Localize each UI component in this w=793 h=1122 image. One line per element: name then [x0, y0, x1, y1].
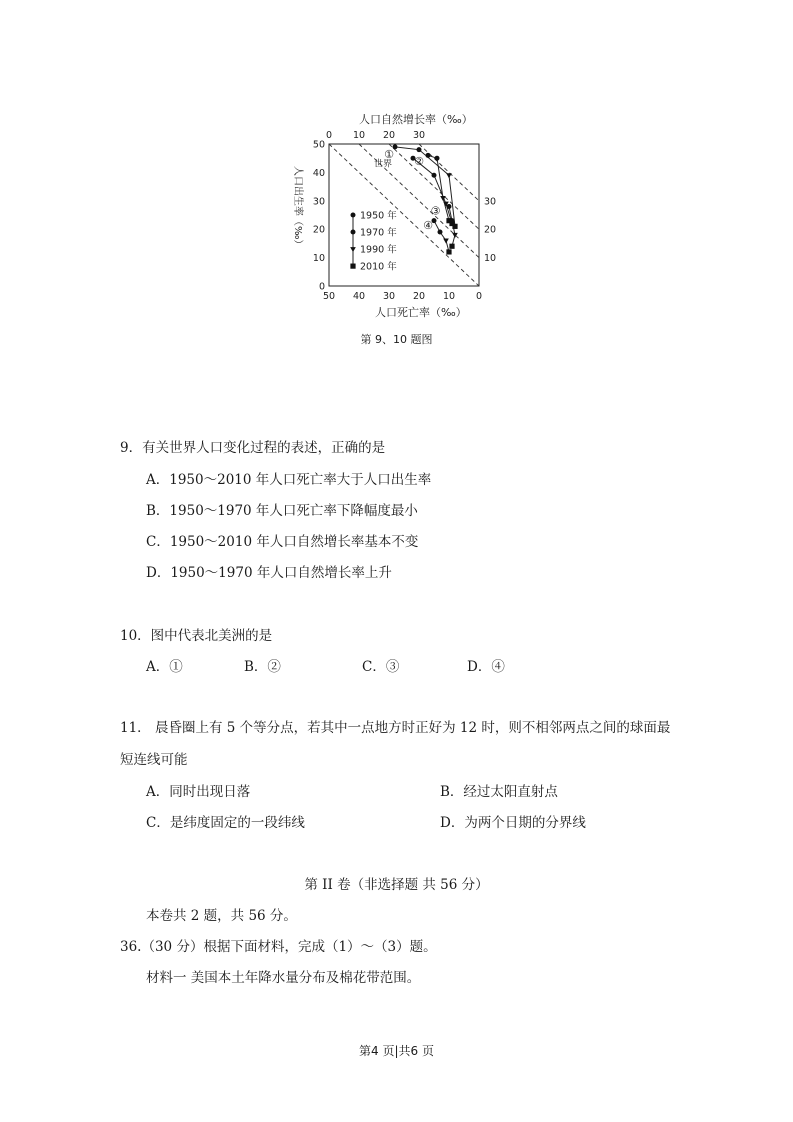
bottom-tick-label: 50 — [322, 291, 336, 302]
figure-caption: 第 9、10 题图 — [360, 333, 433, 346]
left-tick-label: 30 — [312, 196, 325, 208]
data-point-triangle — [443, 239, 449, 244]
bottom-tick-label: 0 — [475, 291, 483, 302]
legend-label: 1950 年 — [360, 210, 397, 222]
left-tick-label: 10 — [312, 253, 325, 265]
data-point-circle — [426, 153, 431, 158]
q9-option-d: D．1950～1970 年人口自然增长率上升 — [146, 565, 392, 581]
left-tick-label: 20 — [312, 224, 325, 236]
page-footer: 第4 页|共6 页 — [359, 1044, 434, 1058]
top-tick-label: 20 — [382, 130, 396, 141]
legend-label: 1990 年 — [360, 244, 397, 256]
legend-label: 1970 年 — [360, 227, 397, 239]
top-tick-label: 0 — [325, 130, 333, 141]
section2-note: 本卷共 2 题，共 56 分。 — [146, 908, 297, 924]
data-point-triangle — [446, 173, 452, 178]
natural-growth-isoline — [419, 144, 479, 201]
section2-title: 第 II 卷（非选择题 共 56 分） — [304, 877, 489, 893]
data-point-circle — [417, 147, 422, 152]
right-tick-label: 20 — [484, 224, 497, 236]
q11-stem-line2: 短连线可能 — [120, 752, 188, 768]
q36-stem: 36.（30 分）根据下面材料，完成（1）～（3）题。 — [120, 939, 437, 955]
top-tick-label: 10 — [352, 130, 366, 141]
left-axis-title: 人口出生率（‰） — [292, 166, 303, 250]
bottom-axis-title: 人口死亡率（‰） — [375, 306, 467, 319]
data-point-circle — [450, 218, 455, 223]
left-tick-label: 40 — [312, 167, 325, 179]
q9-option-c: C．1950～2010 年人口自然增长率基本不变 — [146, 534, 419, 550]
series-line — [434, 221, 449, 252]
region-label: ① — [384, 147, 394, 161]
q11-stem-line1: 11． 晨昏圈上有 5 个等分点，若其中一点地方时正好为 12 时，则不相邻两点之间的球面最 — [120, 720, 671, 736]
q10-option-d: D．④ — [467, 659, 505, 675]
bottom-tick-label: 40 — [352, 291, 366, 302]
data-point-square — [449, 244, 454, 249]
q10-option-a: A．① — [146, 659, 183, 675]
q11-option-c: C．是纬度固定的一段纬线 — [146, 815, 305, 831]
world-label: 世界 — [373, 159, 393, 170]
q10-option-b: B．② — [244, 659, 281, 675]
data-point-circle — [435, 156, 440, 161]
data-point-triangle — [350, 247, 356, 252]
data-point-square — [446, 249, 451, 254]
legend-label: 2010 年 — [360, 261, 397, 273]
q9-option-a: A．1950～2010 年人口死亡率大于人口出生率 — [146, 472, 432, 488]
data-point-circle — [351, 230, 356, 235]
bottom-tick-label: 30 — [382, 291, 396, 302]
data-point-circle — [438, 230, 443, 235]
data-point-circle — [351, 213, 356, 218]
left-tick-label: 50 — [312, 139, 325, 151]
q9-option-b: B．1950～1970 年人口死亡率下降幅度最小 — [146, 503, 418, 519]
region-label: ④ — [423, 218, 433, 232]
region-label: ② — [414, 155, 424, 169]
left-tick-label: 0 — [318, 281, 325, 293]
region-label: ③ — [430, 204, 441, 218]
top-axis-title: 人口自然增长率（‰） — [359, 113, 473, 126]
data-point-circle — [447, 204, 452, 209]
right-tick-label: 10 — [484, 253, 497, 265]
q10-stem: 10．图中代表北美洲的是 — [120, 628, 273, 644]
q10-option-c: C．③ — [362, 659, 400, 675]
data-point-circle — [432, 173, 437, 178]
population-rate-chart — [285, 108, 505, 328]
right-tick-label: 30 — [484, 196, 497, 208]
q11-option-b: B．经过太阳直射点 — [440, 784, 558, 800]
q36-material1: 材料一 美国本土年降水量分布及棉花带范围。 — [146, 970, 421, 986]
data-point-square — [350, 264, 355, 269]
q11-option-d: D．为两个日期的分界线 — [440, 815, 586, 831]
top-tick-label: 30 — [412, 130, 426, 141]
bottom-tick-label: 10 — [442, 291, 456, 302]
q11-option-a: A．同时出现日落 — [146, 784, 251, 800]
bottom-tick-label: 20 — [412, 291, 426, 302]
q9-stem: 9．有关世界人口变化过程的表述，正确的是 — [120, 440, 386, 456]
